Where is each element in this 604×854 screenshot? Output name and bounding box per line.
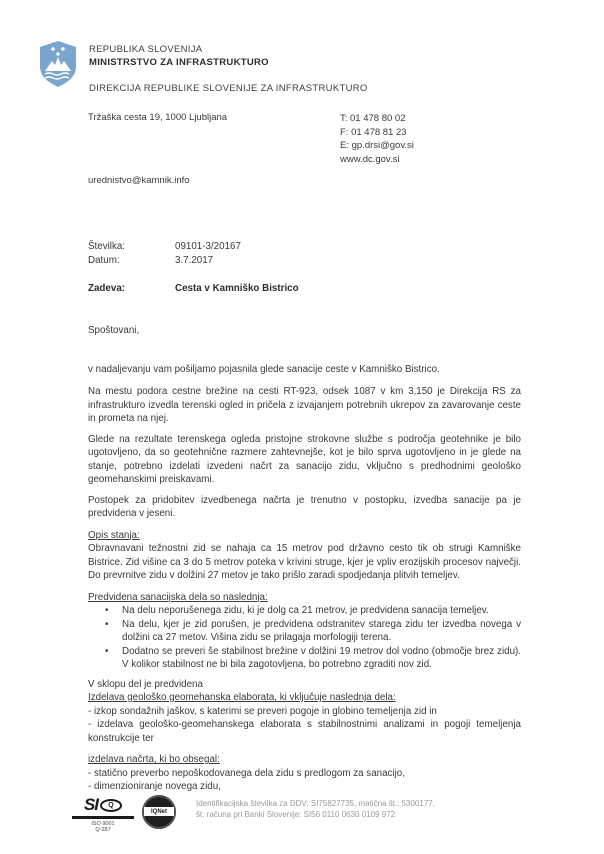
subject-row (88, 282, 299, 296)
subject-value: Cesta v Kamniško Bistrico (175, 283, 299, 294)
letterhead (38, 40, 368, 94)
siq-certification-icon (72, 795, 134, 833)
bank-account-line: št. računa pri Banki Slovenije: SI56 0110 0630 0109 972 (196, 810, 396, 819)
bullet-icon: • (105, 645, 109, 657)
list-item (88, 645, 521, 672)
bullet-icon: • (105, 618, 109, 630)
bullet-icon: • (105, 605, 109, 616)
list-item-text: Na delu neporušenega zidu, ki je dolg ca 21 metrov, je predvidena sanacija temeljev. (122, 605, 489, 616)
letter-body (88, 324, 521, 794)
directorate-name: DIREKCIJA REPUBLIKE SLOVENIJE ZA INFRASTRUKTURO (89, 83, 368, 94)
list-item (88, 604, 521, 618)
opis-stanja-heading: Opis stanja: (88, 529, 140, 541)
date-row (88, 254, 299, 268)
reference-number-row (88, 240, 299, 254)
sender-address: Tržaška cesta 19, 1000 Ljubljana (88, 112, 228, 123)
nacrt-item: - dimenzioniranje novega zidu, (88, 781, 221, 792)
intro-paragraph: v nadaljevanju vam pošiljamo pojasnila glede sanacije ceste v Kamniško Bistrico. (88, 363, 440, 375)
salutation: Spoštovani, (88, 325, 140, 336)
siq-q-number: Q-287 (95, 827, 111, 833)
siq-mark (72, 795, 134, 819)
sanacijska-dela-heading: Predvidena sanacijska dela so naslednja: (88, 591, 268, 603)
iqnet-band (144, 807, 174, 816)
reference-block (88, 240, 299, 296)
recipient-email: urednistvo@kamnik.info (88, 175, 190, 186)
letterhead-text (89, 40, 368, 94)
paragraph-geotehnika: Glede na rezultate terenskega ogleda pristojne strokovne službe s področja geotehnike je bilo ugotovljeno, da so geotehnične razmere zahtevnejše, kot je bilo sprva ugotovljeno in je glede na stanje, potrebno izdelati izvedeni načrt za sanacijo zidu, vključno s predhodnimi geološko geomehanskimi preiskavami. (88, 433, 521, 485)
ministry-name: MINISTRSTVO ZA INFRASTRUKTURO (89, 57, 269, 68)
siq-iso-line: ISO 9001 (91, 821, 115, 827)
contact-block (340, 112, 414, 166)
date-value: 3.7.2017 (175, 255, 214, 266)
footer-identification (196, 795, 435, 820)
siq-iso-text (72, 821, 134, 833)
elaborat-item: - izdelava geološko-geomehanskega elaborata s stabilnostnimi analizami in pogoji temeljenja konstrukcije ter (88, 719, 521, 744)
list-item-text: Na delu, kjer je zid porušen, je predvidena odstranitev starega zidu ter izvedba novega v dolžini ca 27 metov. Višina zidu se prilagaja morfologiji terena. (122, 618, 521, 643)
sklop-line: V sklopu del je predvidena (88, 678, 203, 690)
date-label: Datum: (88, 255, 120, 266)
iqnet-label: IQNet (150, 808, 167, 815)
list-item (88, 618, 521, 645)
sanacijska-dela-list (88, 604, 521, 672)
paragraph-postopek: Postopek za pridobitev izvedbenega načrta je trenutno v postopku, izvedba sanacije pa je predvidena v jeseni. (88, 494, 521, 519)
iqnet-certification-icon (142, 795, 176, 829)
footer (72, 795, 435, 833)
nacrt-item: - statično preverbo nepoškodovanega dela zidu s predlogom za sanacijo, (88, 767, 405, 779)
vat-line: Identifikacijska številka za DDV: SI75827735, matična št.: 5300177, (196, 799, 435, 808)
slovenia-coat-of-arms-icon (38, 40, 78, 88)
website-line: www.dc.gov.si (340, 153, 400, 165)
list-item-text: Dodatno se preveri še stabilnost brežine v dolžini 19 metrov dol vodno (območje brez zidu). V kolikor stabilnost ne bi bila zagotovljena, bo potrebno zgraditi nov zid. (122, 645, 521, 670)
elaborat-item: - izkop sondažnih jaškov, s katerimi se preveri pogoje in globino temeljenja zid in (88, 705, 437, 717)
opis-stanja-text: Obravnavani težnostni zid se nahaja ca 15 metrov pod državno cesto tik ob strugi Kamniške Bistrice. Zid višine ca 3 do 5 metrov poteka v krivini struge, kjer je vpliv erozijskih procesov največji. Do prevrnitve zidu v dolžini 27 metov je tako prišlo zaradi spodjedanja plitvih temeljev. (88, 543, 521, 581)
reference-number-value: 09101-3/20167 (175, 241, 241, 252)
paragraph-podor: Na mestu podora cestne brežine na cesti RT-923, odsek 1087 v km 3,150 je Direkcija RS za infrastrukturo izvedla terenski ogled in pričela z izvajanjem potrebnih ukrepov za zavarovanje ceste in prometa na njej. (88, 386, 521, 424)
republic-name: REPUBLIKA SLOVENIJA (89, 44, 203, 55)
reference-number-label: Številka: (88, 241, 126, 252)
fax-line: F: 01 478 81 23 (340, 126, 407, 138)
phone-line: T: 01 478 80 02 (340, 113, 406, 124)
email-line: E: gp.drsi@gov.si (340, 140, 414, 151)
siq-q-oval: Q (100, 799, 122, 812)
siq-si-text: SI (83, 795, 99, 814)
nacrt-heading: izdelava načrta, ki bo obsegal: (88, 754, 220, 765)
subject-label: Zadeva: (88, 283, 126, 294)
elaborat-heading: Izdelava geološko geomehanska elaborata, ki vključuje naslednja dela: (88, 692, 396, 703)
